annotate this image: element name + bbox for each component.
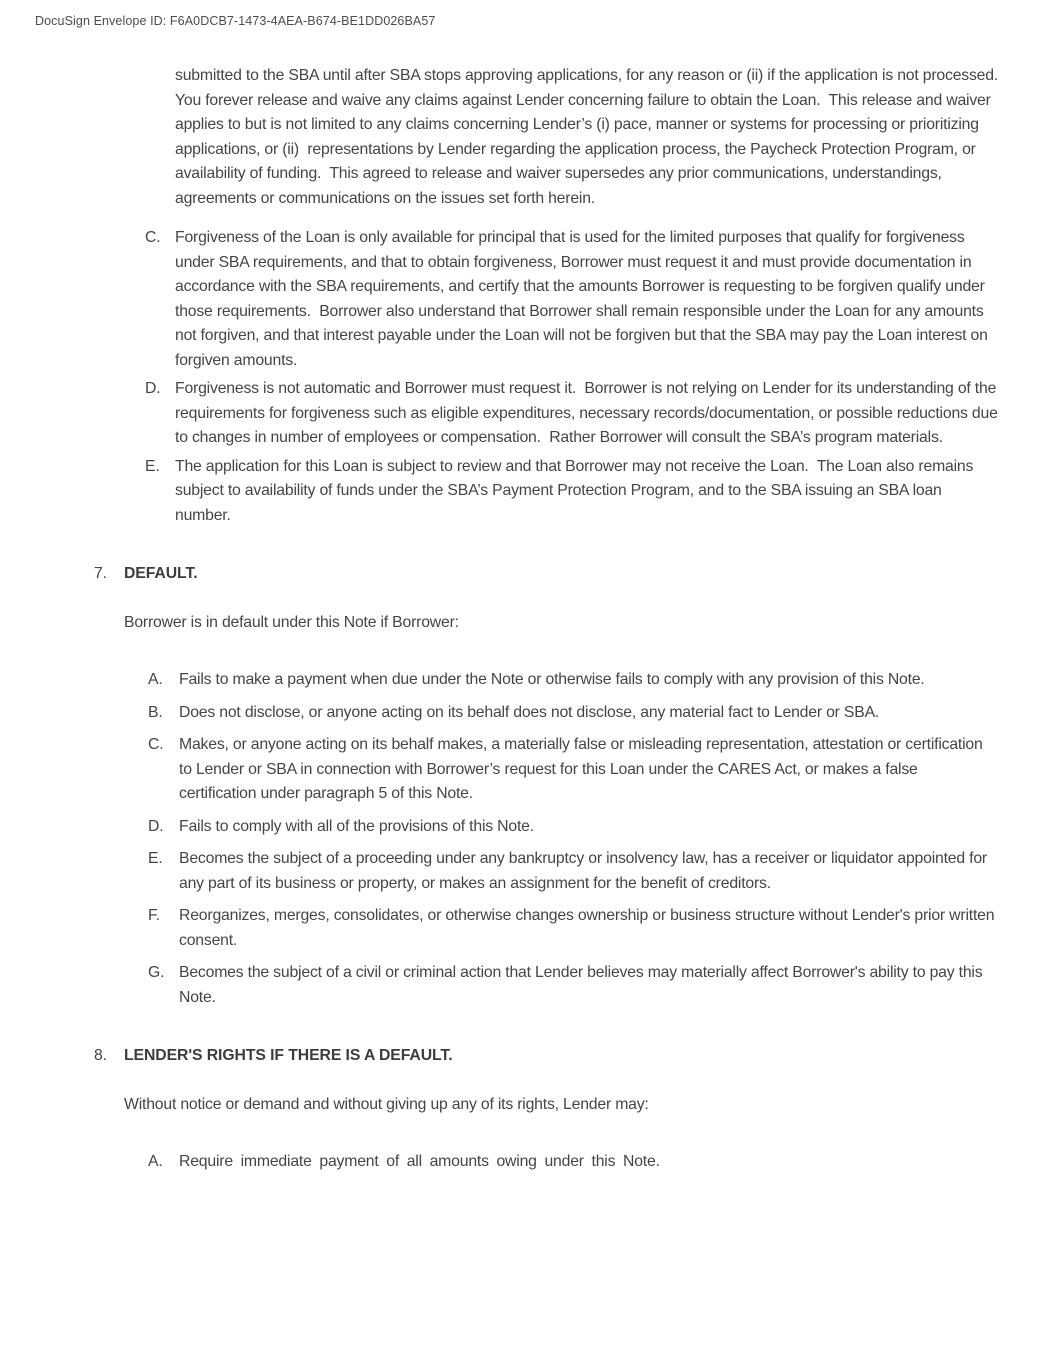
forgiveness-list — [94, 226, 1002, 528]
list-item — [148, 668, 999, 693]
docusign-envelope-id: DocuSign Envelope ID: F6A0DCB7-1473-4AEA-B674-BE1DD026BA57 — [35, 14, 436, 28]
list-marker: D. — [145, 380, 161, 397]
list-item — [148, 1150, 999, 1175]
list-marker: C. — [148, 736, 164, 753]
list-item — [145, 377, 1002, 451]
list-item — [148, 961, 999, 1010]
list-item — [145, 226, 999, 373]
list-marker: E. — [145, 457, 160, 475]
section-8-intro: Without notice or demand and without giving up any of its rights, Lender may: — [124, 1095, 649, 1113]
section-7-intro: Borrower is in default under this Note if Borrower: — [124, 613, 459, 631]
list-item-text: Require immediate payment of all amounts owing under this Note. — [179, 1153, 660, 1170]
list-item — [148, 847, 999, 896]
list-marker: G. — [148, 964, 165, 981]
list-marker: B. — [148, 703, 163, 721]
list-item — [148, 815, 999, 840]
list-item-text: Forgiveness is not automatic and Borrower must request it. Borrower is not relying on Lender for its understanding of the requirements for forgiveness such as eligible expenditures, necessary records/documentation, or possible reductions due to changes in number of employees or compensation. Rather Borrower will consult the SBA’s program materials. — [175, 380, 1002, 446]
list-marker: C. — [145, 229, 161, 246]
section-8-heading — [94, 1044, 999, 1069]
list-item-text: Fails to make a payment when due under the Note or otherwise fails to comply with any provision of this Note. — [179, 671, 925, 688]
list-item-text: Does not disclose, or anyone acting on its behalf does not disclose, any material fact to Lender or SBA. — [179, 703, 880, 721]
list-item-text: Forgiveness of the Loan is only available for principal that is used for the limited purposes that qualify for forgiveness under SBA requirements, and that to obtain forgiveness, Borrower must request it and must provide documentation in accordance with the SBA requirements, and certify that the amounts Borrower is requesting to be forgiven qualify under those requirements. Borrower also understand that Borrower shall remain responsible under the Loan for any amounts not forgiven, and that interest payable under the Loan will not be forgiven but that the SBA may pay the Loan interest on forgiven amounts. — [175, 229, 992, 369]
list-item-text: Fails to comply with all of the provisions of this Note. — [179, 817, 534, 835]
section-7-heading — [94, 562, 999, 587]
continuation-paragraph: submitted to the SBA until after SBA stops approving applications, for any reason or (ii) if the application is not processed. You forever release and waive any claims against Lender concerning failure to obtain the Loan. This release and waiver applies to but is not limited to any claims concerning Lender’s (i) pace, manner or systems for processing or prioritizing applications, or (ii) representations by Lender regarding the application process, the Paycheck Protection Program, or availability of funding. This agreed to release and waiver supersedes any prior communications, understandings, agreements or communications on the issues set forth herein. — [175, 67, 1002, 207]
list-marker: A. — [148, 671, 163, 688]
list-item-text: The application for this Loan is subject to review and that Borrower may not receive the Loan. The Loan also remains subject to availability of funds under the SBA’s Payment Protection Program, and to the SBA issuing an SBA loan number. — [175, 457, 978, 524]
list-item-text: Becomes the subject of a proceeding under any bankruptcy or insolvency law, has a receiver or liquidator appointed for any part of its business or property, or makes an assignment for the benefit of creditors. — [179, 850, 992, 892]
list-marker: F. — [148, 907, 160, 924]
list-marker: A. — [148, 1153, 163, 1170]
document-body — [94, 64, 1002, 1183]
section-number: 8. — [94, 1047, 107, 1064]
list-item-text: Reorganizes, merges, consolidates, or otherwise changes ownership or business structure without Lender's prior written consent. — [179, 907, 999, 949]
section-title: DEFAULT. — [124, 565, 198, 582]
default-conditions-list — [94, 668, 999, 1010]
list-item — [148, 904, 999, 953]
section-title: LENDER'S RIGHTS IF THERE IS A DEFAULT. — [124, 1047, 453, 1064]
list-marker: D. — [148, 817, 164, 835]
list-item-text: Becomes the subject of a civil or criminal action that Lender believes may materially affect Borrower's ability to pay this Note. — [179, 964, 987, 1006]
list-item — [145, 455, 999, 529]
section-number: 7. — [94, 565, 107, 582]
lender-rights-list — [94, 1150, 999, 1175]
list-item-text: Makes, or anyone acting on its behalf makes, a materially false or misleading representation, attestation or certification to Lender or SBA in connection with Borrower’s request for this Loan under the CARES Act, or makes a false certification under paragraph 5 of this Note. — [179, 736, 987, 802]
list-item — [148, 733, 999, 807]
list-item — [148, 701, 999, 726]
list-marker: E. — [148, 850, 163, 867]
